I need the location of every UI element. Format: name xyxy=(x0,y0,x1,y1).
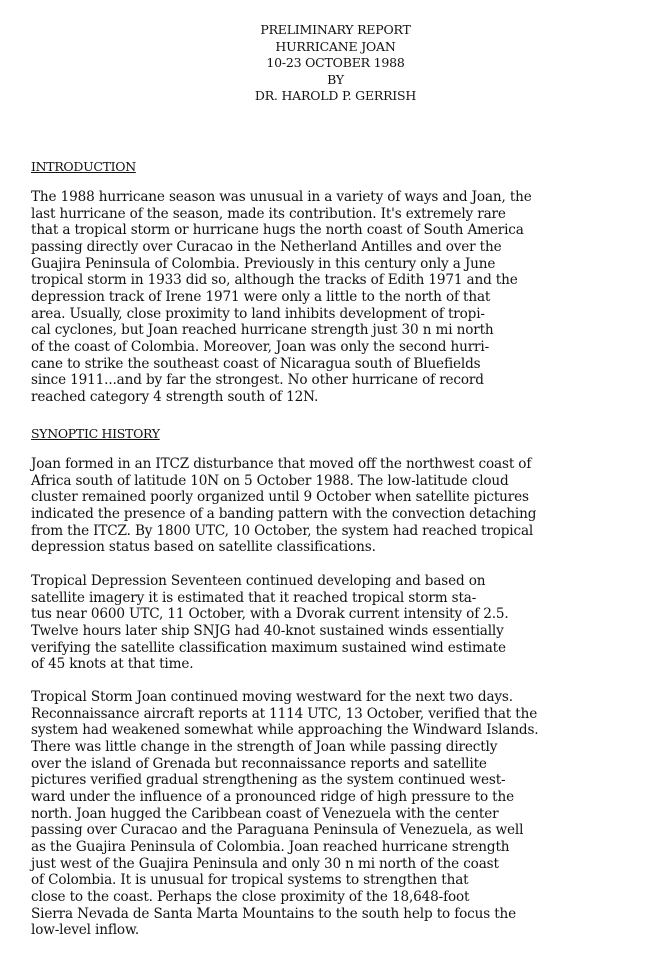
report-header-line: DR. HAROLD P. GERRISH xyxy=(254,88,417,103)
text-line: cal cyclones, but Joan reached hurricane strength just 30 n mi north xyxy=(31,322,494,339)
text-line: over the island of Grenada but reconnaissance reports and satellite xyxy=(31,755,487,772)
text-line: of the coast of Colombia. Moreover, Joan was only the second hurri- xyxy=(31,338,490,355)
paragraph-introduction xyxy=(31,189,532,406)
text-line: of Colombia. It is unusual for tropical systems to strengthen that xyxy=(31,872,469,889)
text-line: depression track of Irene 1971 were only a little to the north of that xyxy=(31,288,491,305)
report-header-line: HURRICANE JOAN xyxy=(275,38,396,54)
text-line: area. Usually, close proximity to land inhibits development of tropi- xyxy=(31,305,485,322)
text-line: Tropical Storm Joan continued moving westward for the next two days. xyxy=(31,689,513,705)
text-line: ward under the influence of a pronounced ridge of high pressure to the xyxy=(31,788,514,805)
text-line: just west of the Guajira Peninsula and only 30 n mi north of the coast xyxy=(31,855,499,872)
text-line: pictures verified gradual strengthening as the system continued west- xyxy=(31,772,506,789)
text-line: cluster remained poorly organized until 9 October when satellite pictures xyxy=(31,489,529,506)
report-header-line: 10-23 OCTOBER 1988 xyxy=(266,55,405,70)
text-line: depression status based on satellite classifications. xyxy=(31,539,376,556)
paragraph-synoptic-2 xyxy=(31,573,509,673)
section-heading-synoptic-history: SYNOPTIC HISTORY xyxy=(31,426,160,441)
text-line: Twelve hours later ship SNJG had 40-knot sustained winds essentially xyxy=(31,622,504,639)
text-line: tus near 0600 UTC, 11 October, with a Dvorak current intensity of 2.5. xyxy=(31,606,509,623)
text-line: Sierra Nevada de Santa Marta Mountains to the south help to focus the xyxy=(31,905,517,922)
text-line: Tropical Depression Seventeen continued developing and based on xyxy=(31,573,486,589)
text-line: The 1988 hurricane season was unusual in a variety of ways and Joan, the xyxy=(31,189,532,205)
text-line: since 1911...and by far the strongest. No other hurricane of record xyxy=(31,372,484,389)
text-line: cane to strike the southeast coast of Nicaragua south of Bluefields xyxy=(31,355,481,372)
paragraph-synoptic-1 xyxy=(31,456,536,556)
text-line: satellite imagery it is estimated that it reached tropical storm sta- xyxy=(31,589,477,606)
text-line: close to the coast. Perhaps the close proximity of the 18,648-foot xyxy=(31,888,470,905)
text-line: passing directly over Curacao in the Netherland Antilles and over the xyxy=(31,238,502,255)
text-line: Africa south of latitude 10N on 5 October 1988. The low-latitude cloud xyxy=(31,472,509,489)
text-line: as the Guajira Peninsula of Colombia. Joan reached hurricane strength xyxy=(31,838,510,855)
text-line: Reconnaissance aircraft reports at 1114 UTC, 13 October, verified that the xyxy=(31,705,538,722)
text-line: system had weakened somewhat while approaching the Windward Islands. xyxy=(31,722,539,739)
text-line: Guajira Peninsula of Colombia. Previously in this century only a June xyxy=(31,255,496,272)
text-line: low-level inflow. xyxy=(31,922,140,939)
text-line: passing over Curacao and the Paraguana Peninsula of Venezuela, as well xyxy=(31,822,524,839)
text-line: last hurricane of the season, made its contribution. It's extremely rare xyxy=(31,205,506,222)
text-line: tropical storm in 1933 did so, although the tracks of Edith 1971 and the xyxy=(31,272,518,289)
text-line: north. Joan hugged the Caribbean coast of Venezuela with the center xyxy=(31,805,499,822)
text-line: indicated the presence of a banding pattern with the convection detaching xyxy=(31,505,537,522)
text-line: reached category 4 strength south of 12N. xyxy=(31,388,319,405)
text-line: Joan formed in an ITCZ disturbance that moved off the northwest coast of xyxy=(31,456,532,472)
report-header xyxy=(0,22,671,105)
report-header-line: BY xyxy=(327,71,344,87)
text-line: There was little change in the strength of Joan while passing directly xyxy=(31,738,498,755)
report-header-line: PRELIMINARY REPORT xyxy=(260,22,411,37)
text-line: of 45 knots at that time. xyxy=(31,656,194,673)
text-line: verifying the satellite classification maximum sustained wind estimate xyxy=(31,639,506,656)
text-line: that a tropical storm or hurricane hugs the north coast of South America xyxy=(31,222,524,239)
text-line: from the ITCZ. By 1800 UTC, 10 October, the system had reached tropical xyxy=(31,522,534,539)
section-heading-introduction: INTRODUCTION xyxy=(31,159,136,174)
paragraph-synoptic-3 xyxy=(31,689,538,939)
